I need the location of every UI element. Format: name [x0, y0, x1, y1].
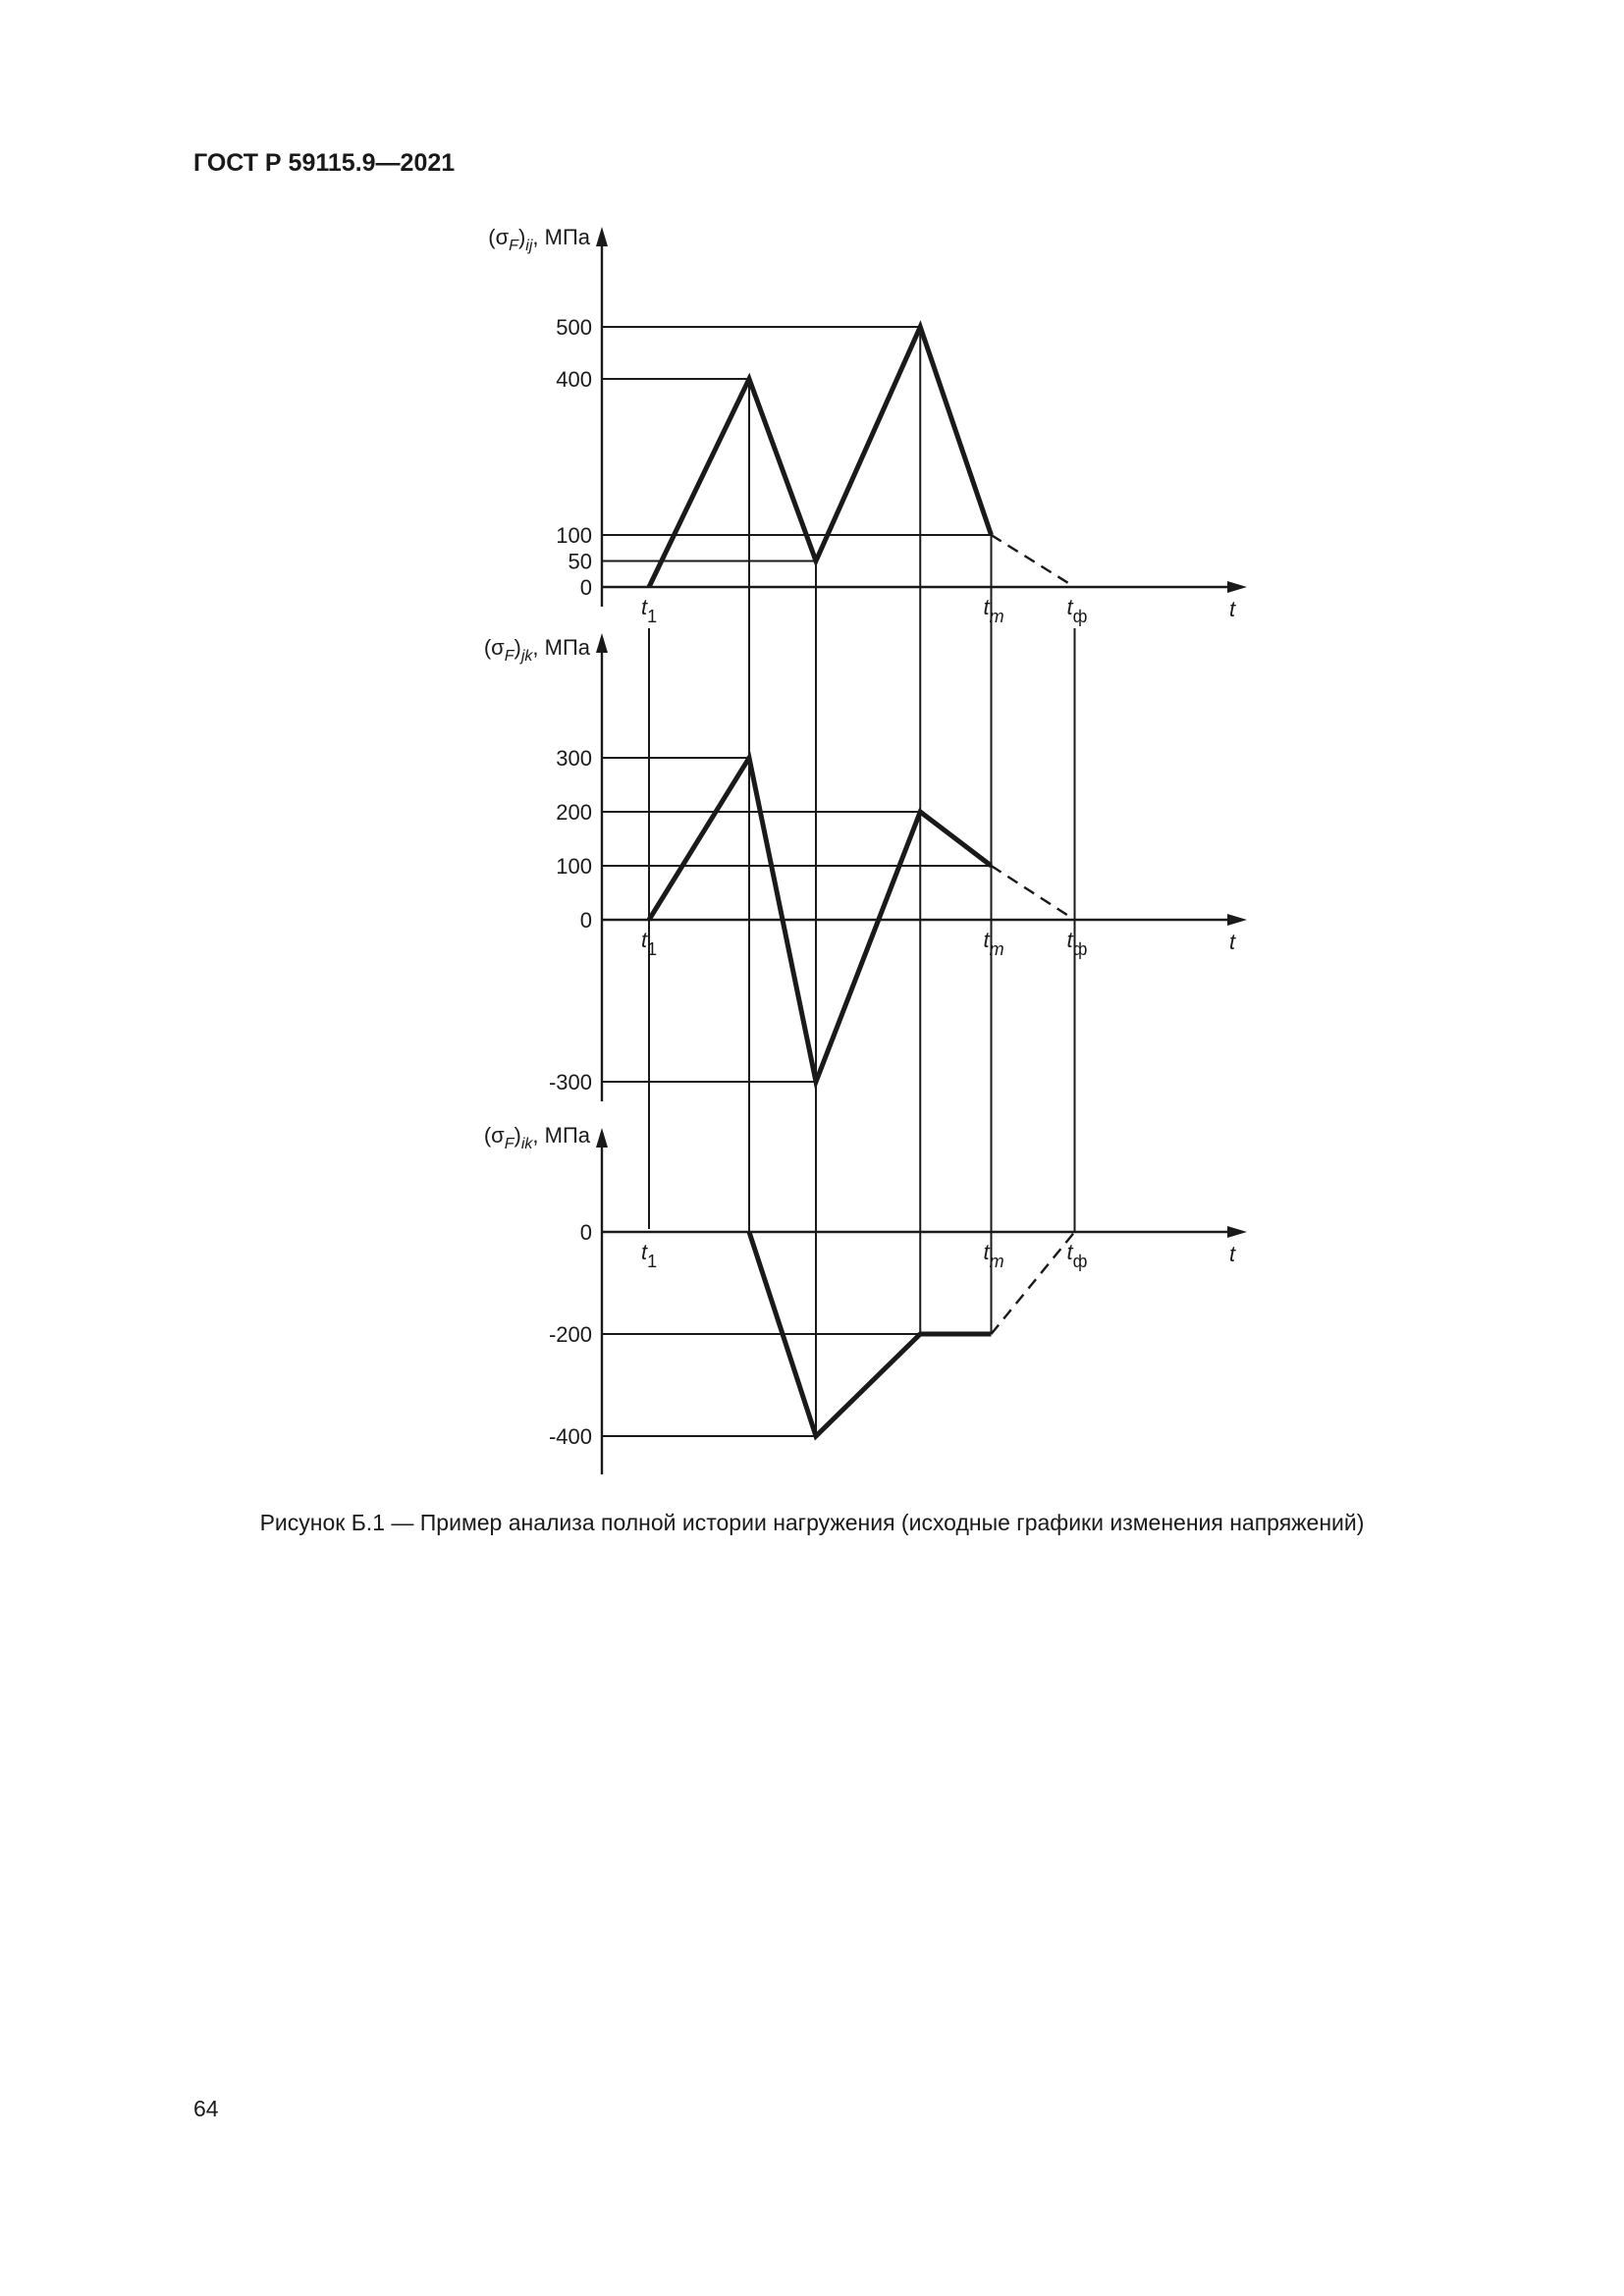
y-tick-label-ij: 100: [556, 523, 592, 548]
y-tick-label-ik: -400: [548, 1424, 592, 1449]
y-tick-label-ik: 0: [579, 1220, 592, 1245]
series-dashed-ij: [992, 535, 1075, 587]
y-axis-arrow-jk: [596, 633, 608, 653]
y-tick-label-ij: 400: [556, 367, 592, 392]
time-label-tf-ik: $t_ф$: [1066, 1240, 1088, 1271]
panel-ik: [484, 1123, 1247, 1474]
y-tick-label-ij: 500: [556, 315, 592, 340]
y-axis-label-ik: $(\sigma_F)_{ik}$, МПа: [483, 1123, 590, 1152]
x-axis-label-jk: t: [1229, 930, 1236, 954]
y-axis-label-jk: $(\sigma_F)_{jk}$, МПа: [483, 635, 590, 665]
x-axis-arrow-ik: [1227, 1226, 1247, 1238]
y-axis-label-ij: $(\sigma_F)_{ij}$, МПа: [488, 225, 590, 254]
panel-ij: [488, 225, 1247, 626]
y-tick-label-jk: 200: [556, 800, 592, 825]
y-tick-label-ij: 50: [568, 549, 592, 574]
y-tick-label-jk: 100: [556, 854, 592, 879]
series-dashed-jk: [992, 866, 1075, 920]
y-tick-label-ik: -200: [548, 1322, 592, 1347]
x-axis-label-ij: t: [1229, 597, 1236, 621]
time-label-tm-ik: $t_m$: [983, 1240, 1004, 1271]
x-axis-arrow-jk: [1227, 914, 1247, 926]
page-number: 64: [193, 2096, 219, 2121]
series-dashed-ik: [992, 1232, 1075, 1334]
document-header: ГОСТ Р 59115.9—2021: [193, 149, 456, 177]
time-label-tm-ij: $t_m$: [983, 595, 1004, 626]
time-label-tm-jk: $t_m$: [983, 928, 1004, 959]
time-label-t1-jk: $t_1$: [641, 928, 658, 959]
y-axis-arrow-ik: [596, 1128, 608, 1148]
y-tick-label-jk: 300: [556, 746, 592, 771]
panel-jk: [484, 633, 1247, 1101]
time-label-tf-ij: $t_ф$: [1066, 595, 1088, 626]
x-axis-label-ik: t: [1229, 1242, 1236, 1266]
y-tick-label-jk: 0: [579, 908, 592, 933]
y-axis-arrow-ij: [596, 227, 608, 246]
time-label-t1-ij: $t_1$: [641, 595, 658, 626]
y-tick-label-jk: -300: [548, 1070, 592, 1095]
series-line-ij: [649, 327, 992, 587]
x-axis-arrow-ij: [1227, 581, 1247, 593]
y-tick-label-ij: 0: [579, 575, 592, 600]
figure-caption: Рисунок Б.1 — Пример анализа полной истории нагружения (исходные графики изменения напряжений): [259, 1510, 1365, 1535]
time-label-t1-ik: $t_1$: [641, 1240, 658, 1271]
time-label-tf-jk: $t_ф$: [1066, 928, 1088, 959]
